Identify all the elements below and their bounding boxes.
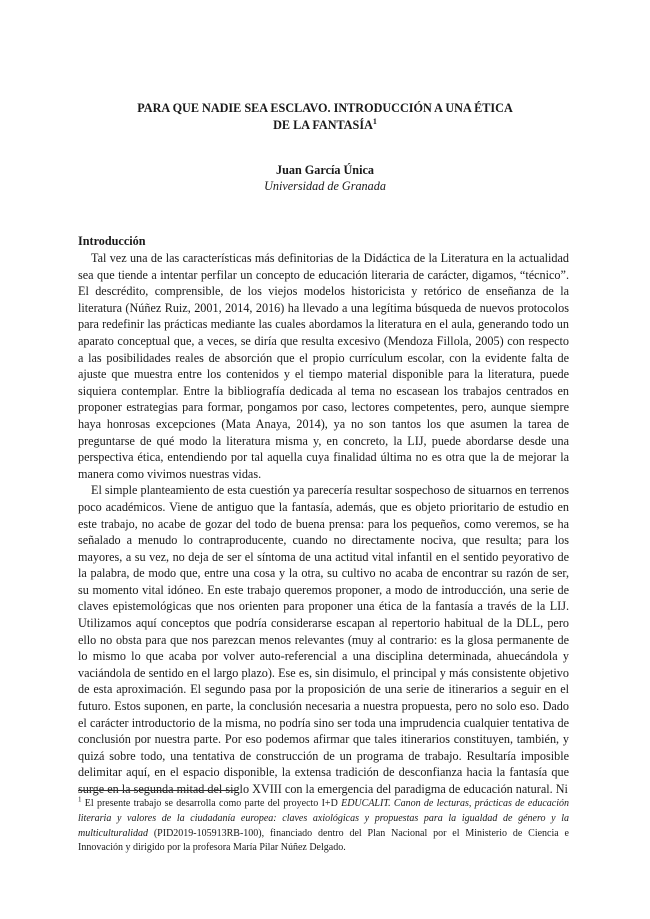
title-line-1: PARA QUE NADIE SEA ESCLAVO. INTRODUCCIÓN A UNA ÉTICA (137, 101, 513, 115)
footnote-text-after: (PID2019-105913RB-100), financiado dentro del Plan Nacional por el Ministerio de Ciencia e Innovación y dirigido por la profesora María Pilar Núñez Delgado. (78, 827, 569, 854)
section-heading: Introducción (78, 234, 146, 248)
title-line-2 (95, 117, 555, 134)
footnote-project-title: EDUCALIT. Canon de lecturas, prácticas de educación literaria y valores de la ciudadanía europea: claves axiológicas y propuestas para la igualdad de género y la multiculturalidad (78, 798, 569, 839)
title-line-2-text: DE LA FANTASÍA (273, 118, 373, 132)
body-text (78, 250, 569, 798)
paragraph-2: El simple planteamiento de esta cuestión ya parecería resultar sospechoso de situarnos en terrenos poco académicos. Viene de antiguo que la fantasía, además, que es objeto prioritario de estudio en este trabajo, no acabe de gozar del todo de buena prensa: para los pequeños, como veremos, se ha señalado a menudo lo contraproducente, cuando no directamente nociva, que resulta; para los mayores, a su vez, no deja de ser el síntoma de una actitud vital infantil en el sentido peyorativo de la palabra, de modo que, entre una cosa y la otra, su cultivo no acaba de encontrar su razón de ser, su momento vital idóneo. En este trabajo queremos proponer, a modo de introducción, una serie de claves epistemológicas que nos orienten para proponer una ética de la fantasía a través de la LIJ. Utilizamos aquí conceptos que podría considerarse escapan al repertorio habitual de la DLL, pero ello no obsta para que nos parezcan menos relevantes (muy al contrario: es la glosa permanente de lo mismo lo que acaba por volver auto-referencial a una disciplina determinada, ahuecándola y vaciándola de sentido en el largo plazo). Ese es, sin disimulo, el principal y más consistente objetivo de esta aproximación. El segundo pasa por la proposición de una serie de itinerarios a seguir en el futuro. Estos suponen, en parte, la conclusión necesaria a nuestra propuesta, pero no solo eso. Dado el carácter introductorio de la misma, no podría sino ser toda una imprudencia cualquier tentativa de conclusión por nuestra parte. Por eso podemos afirmar que tales itinerarios constituyen, también, y quizá sobre todo, una tentativa de construcción de un programa de trabajo. Resultaría imposible delimitar aquí, en el espacio disponible, la extensa tradición de desconfianza hacia la fantasía que surge en la segunda mitad del siglo XVIII con la emergencia del paradigma de educación natural. Ni (78, 483, 569, 796)
title-footnote-mark[interactable]: 1 (372, 116, 377, 126)
footnote-mark: 1 (78, 795, 82, 804)
footnote (78, 797, 569, 856)
footnote-text-before: El presente trabajo se desarrolla como parte del proyecto I+D (81, 798, 342, 809)
author-affiliation: Universidad de Granada (264, 179, 386, 193)
paragraph-1: Tal vez una de las características más definitorias de la Didáctica de la Literatura en la actualidad sea que tiende a intentar perfilar un concepto de educación literaria de carácter, digamos, “técnico”. El descrédito, comprensible, de los viejos modelos historicista y retórico de enseñanza de la literatura (Núñez Ruiz, 2001, 2014, 2016) ha llevado a una legítima búsqueda de nuevos protocolos para redefinir las prácticas mediante las cuales abordamos la literatura en el aula, generando todo un aparato conceptual que, a veces, se diría que resulta excesivo (Mendoza Fillola, 2005) con respecto a las posibilidades reales de absorción que el propio currículum escolar, con la evidente falta de ajuste que muestra entre los contenidos y el tiempo material disponible para la literatura, puede siquiera contemplar. Entre la bibliografía dedicada al tema no escasean los trabajos centrados en proponer estrategias para formar, pongamos por caso, lectores competentes, pero, aunque siempre haya honrosas excepciones (Mata Anaya, 2014), ya no son tantos los que asumen la tarea de preguntarse de qué modo la literatura misma y, en concreto, la LIJ, puede abordarse desde una perspectiva ética, entendiendo por tal aquella cuya finalidad última no es otra que la de mejorar la manera como vivimos nuestras vidas. (78, 251, 569, 481)
author-name: Juan García Única (276, 163, 374, 177)
footnote-divider (78, 790, 238, 791)
paper-title (95, 100, 555, 134)
